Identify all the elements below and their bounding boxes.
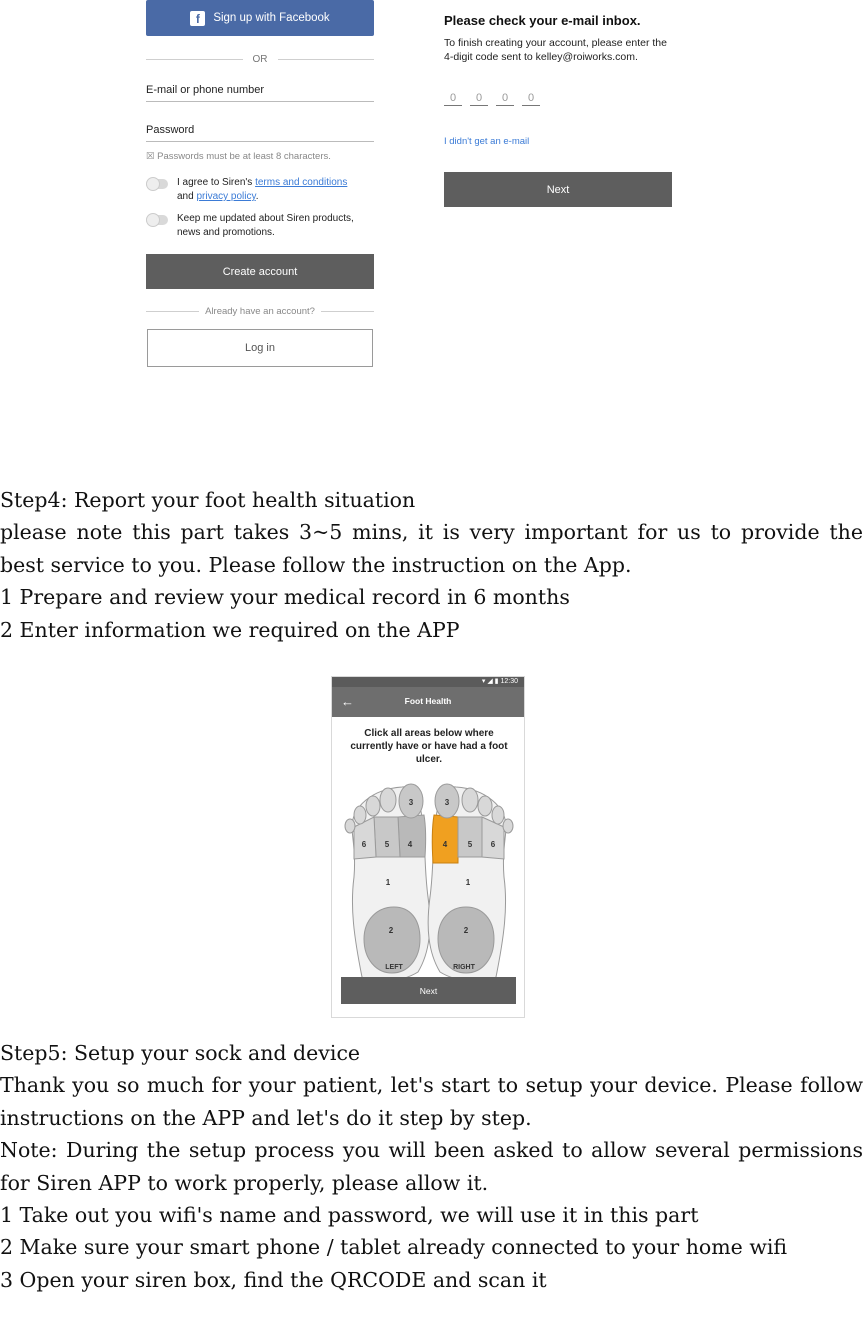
left-toe-4[interactable] [354, 806, 366, 824]
verify-body: To finish creating your account, please enter the 4-digit code sent to kelley@roiworks.com. [444, 37, 667, 63]
updates-text: Keep me updated about Siren products, news and promotions. [177, 213, 354, 238]
right-zone-4-label: 4 [442, 840, 448, 849]
foot-next-button[interactable]: Next [341, 977, 516, 1004]
step4-section [0, 484, 863, 646]
no-email-link[interactable]: I didn't get an e-mail [444, 136, 530, 147]
updates-toggle[interactable] [146, 215, 168, 225]
left-zone-3-label: 3 [408, 798, 414, 807]
app-bar-title: Foot Health [404, 696, 452, 706]
email-field[interactable] [146, 101, 374, 102]
right-zone-4-selected[interactable] [432, 815, 458, 863]
step5-section [0, 1037, 863, 1296]
left-toe-3[interactable] [366, 796, 380, 816]
right-zone-5[interactable] [458, 817, 482, 857]
left-zone-5-label: 5 [384, 840, 390, 849]
right-toe-4[interactable] [492, 806, 504, 824]
left-zone-5[interactable] [374, 817, 400, 857]
code-digit-input[interactable]: 0 [496, 92, 514, 106]
right-zone-6-label: 6 [490, 840, 496, 849]
privacy-link[interactable]: privacy policy [196, 191, 256, 202]
signup-screenshot [146, 0, 376, 372]
left-zone-1-label: 1 [385, 878, 391, 887]
left-toe-2[interactable] [380, 788, 396, 812]
password-hint: ☒ Passwords must be at least 8 characters. [146, 151, 331, 162]
agree-and: and [177, 191, 197, 202]
or-label: OR [252, 53, 268, 65]
foot-health-screenshot [331, 676, 525, 1018]
right-label: RIGHT [453, 964, 475, 971]
code-digit-input[interactable]: 0 [522, 92, 540, 106]
left-zone-2-label: 2 [388, 926, 394, 935]
facebook-icon: f [190, 11, 205, 26]
step5-heading: Step5: Setup your sock and device [0, 1041, 361, 1065]
status-bar: ▾ ◢ ▮ 12:30 [332, 677, 524, 687]
step5-intro: Thank you so much for your patient, let's start to setup your device. Please follow instructions on the APP and let's do it step by step. [0, 1073, 863, 1130]
right-zone-2-label: 2 [463, 926, 469, 935]
or-divider [146, 52, 374, 66]
verify-next-button[interactable]: Next [444, 172, 672, 207]
already-label: Already have an account? [205, 305, 315, 317]
step4-heading: Step4: Report your foot health situation [0, 488, 416, 512]
step5-item-3: 3 Open your siren box, find the QRCODE and scan it [0, 1267, 547, 1292]
terms-toggle[interactable] [146, 179, 168, 189]
right-toe-2[interactable] [462, 788, 478, 812]
terms-text [177, 176, 377, 204]
email-field-label: E-mail or phone number [146, 84, 265, 96]
password-field[interactable] [146, 141, 374, 142]
left-zone-6-label: 6 [361, 840, 367, 849]
left-label: LEFT [385, 964, 403, 971]
code-inputs [444, 92, 540, 106]
agree-prefix: I agree to Siren's [177, 177, 256, 188]
verify-screenshot [443, 0, 675, 210]
left-zone-4[interactable] [398, 815, 426, 857]
step4-intro: please note this part takes 3~5 mins, it is very important for us to provide the best service to you. Please follow the instruction on the App. [0, 520, 863, 577]
right-zone-3-label: 3 [444, 798, 450, 807]
terms-link[interactable]: terms and conditions [255, 177, 348, 188]
step5-note: Note: During the setup process you will been asked to allow several permissions for Siren APP to work properly, please allow it. [0, 1138, 863, 1195]
step5-item-1: 1 Take out you wifi's name and password, we will use it in this part [0, 1203, 699, 1228]
step4-item-2: 2 Enter information we required on the APP [0, 617, 460, 642]
back-arrow-icon[interactable]: ← [341, 694, 354, 709]
left-toe-5[interactable] [345, 819, 355, 833]
left-foot [345, 784, 430, 982]
password-field-label: Password [146, 124, 195, 136]
code-digit-input[interactable]: 0 [470, 92, 488, 106]
code-digit-input[interactable]: 0 [444, 92, 462, 106]
left-zone-4-label: 4 [407, 840, 413, 849]
agree-suffix: . [255, 191, 259, 202]
foot-instruction: Click all areas below where currently have or have had a foot ulcer. [350, 728, 508, 765]
right-zone-1-label: 1 [465, 878, 471, 887]
verify-title: Please check your e-mail inbox. [444, 13, 641, 28]
step5-item-2: 2 Make sure your smart phone / tablet already connected to your home wifi [0, 1235, 788, 1260]
right-foot [428, 784, 513, 982]
step4-item-1: 1 Prepare and review your medical record in 6 months [0, 585, 570, 610]
facebook-signup-button[interactable] [146, 0, 374, 36]
foot-map [332, 677, 525, 1018]
already-divider [146, 304, 374, 318]
facebook-signup-label: Sign up with Facebook [213, 12, 330, 24]
login-button[interactable]: Log in [147, 329, 373, 367]
create-account-button[interactable]: Create account [146, 254, 374, 289]
right-toe-3[interactable] [478, 796, 492, 816]
right-zone-5-label: 5 [467, 840, 473, 849]
right-toe-5[interactable] [503, 819, 513, 833]
